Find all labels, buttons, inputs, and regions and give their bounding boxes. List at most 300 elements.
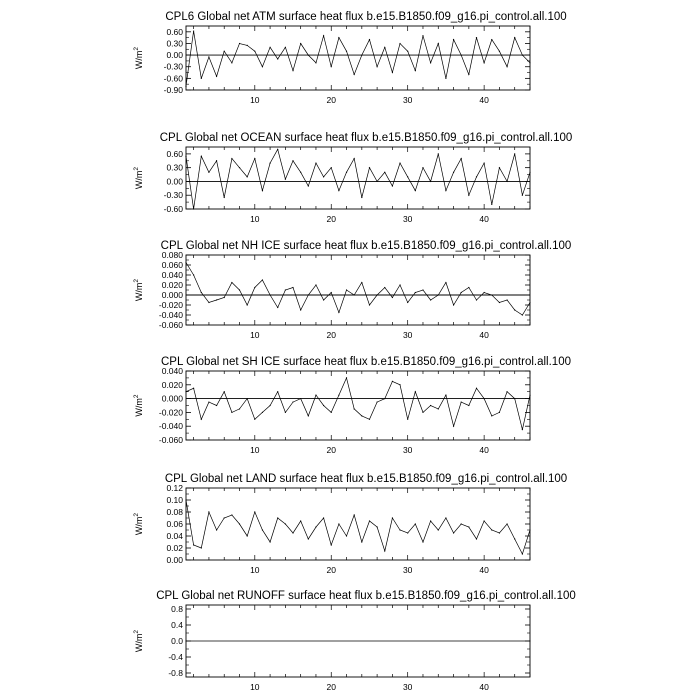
data-point	[354, 294, 355, 295]
data-point	[338, 312, 339, 313]
data-point	[422, 289, 423, 290]
data-point	[277, 391, 278, 392]
data-point	[445, 395, 446, 396]
data-point	[369, 39, 370, 40]
data-point	[354, 514, 355, 515]
data-point	[231, 514, 232, 515]
data-point	[369, 419, 370, 420]
data-point	[216, 529, 217, 530]
data-point	[499, 167, 500, 168]
data-point	[292, 287, 293, 288]
data-point	[514, 398, 515, 399]
data-point	[407, 176, 408, 177]
y-tick-label: 0.040	[161, 366, 183, 376]
data-point	[308, 415, 309, 416]
data-point	[231, 282, 232, 283]
data-point	[354, 408, 355, 409]
y-tick-label: -0.020	[158, 407, 183, 418]
data-point	[208, 172, 209, 173]
y-tick-label: -0.040	[158, 310, 183, 320]
y-axis-label-unit: W/m	[134, 50, 144, 70]
data-point	[308, 538, 309, 539]
data-point	[377, 181, 378, 182]
data-point	[522, 553, 523, 554]
y-axis-label	[133, 513, 144, 536]
data-point	[461, 401, 462, 402]
data-point	[338, 37, 339, 38]
y-axis-label-superscript: 2	[133, 166, 140, 171]
data-point	[407, 51, 408, 52]
data-point	[422, 35, 423, 36]
data-point	[453, 532, 454, 533]
data-point	[269, 405, 270, 406]
y-tick-label: 0.020	[161, 379, 183, 390]
x-tick-label: 30	[402, 95, 413, 105]
data-point	[292, 401, 293, 402]
y-tick-label: 0.00	[166, 555, 183, 565]
series-line	[186, 378, 530, 430]
data-point	[491, 294, 492, 295]
data-point	[231, 412, 232, 413]
chart-panel-5	[133, 473, 567, 575]
data-point	[247, 304, 248, 305]
y-axis-label-unit: W/m	[134, 170, 144, 190]
data-point	[422, 412, 423, 413]
data-point	[208, 56, 209, 57]
data-point	[377, 401, 378, 402]
data-point	[514, 309, 515, 310]
data-point	[499, 412, 500, 413]
y-tick-label: 0.4	[171, 620, 183, 630]
y-axis-label-unit: W/m	[134, 282, 144, 302]
data-point	[315, 526, 316, 527]
data-point	[491, 39, 492, 40]
data-point	[384, 172, 385, 173]
data-point	[308, 294, 309, 295]
data-point	[361, 197, 362, 198]
y-tick-label: 0.06	[166, 519, 183, 529]
data-point	[476, 176, 477, 177]
chart-panel-2	[133, 132, 572, 224]
data-point	[499, 51, 500, 52]
data-point	[224, 197, 225, 198]
data-point	[331, 167, 332, 168]
data-point	[384, 398, 385, 399]
data-point	[438, 294, 439, 295]
data-point	[392, 185, 393, 186]
y-tick-label: -0.060	[158, 435, 183, 445]
data-point	[484, 292, 485, 293]
data-point	[315, 162, 316, 163]
data-point	[262, 412, 263, 413]
data-point	[399, 43, 400, 44]
x-tick-label: 40	[479, 682, 489, 692]
data-point	[399, 529, 400, 530]
data-point	[392, 72, 393, 73]
x-tick-label: 30	[402, 330, 413, 340]
y-tick-label: 0.60	[166, 148, 183, 159]
data-point	[354, 158, 355, 159]
x-tick-label: 20	[326, 330, 336, 340]
y-tick-label: 0.30	[166, 162, 183, 173]
chart-panel-6	[133, 590, 576, 692]
data-point	[430, 405, 431, 406]
x-tick-label: 10	[250, 330, 260, 340]
data-point	[285, 289, 286, 290]
data-point	[269, 162, 270, 163]
y-tick-label: -0.30	[163, 190, 183, 201]
series-line	[186, 31, 530, 86]
data-point	[201, 292, 202, 293]
x-tick-label: 30	[402, 682, 413, 692]
y-axis-label-superscript: 2	[133, 46, 140, 51]
data-point	[308, 185, 309, 186]
data-point	[484, 398, 485, 399]
y-tick-label: 0.060	[161, 260, 183, 270]
data-point	[506, 523, 507, 524]
data-point	[491, 529, 492, 530]
data-point	[300, 309, 301, 310]
data-point	[514, 153, 515, 154]
data-point	[323, 176, 324, 177]
data-point	[445, 517, 446, 518]
y-axis-label-superscript: 2	[133, 629, 140, 634]
y-axis-label-superscript: 2	[133, 394, 140, 399]
data-point	[231, 158, 232, 159]
data-point	[208, 401, 209, 402]
data-point	[354, 74, 355, 75]
data-point	[315, 62, 316, 63]
data-point	[300, 398, 301, 399]
data-point	[269, 294, 270, 295]
y-tick-label: 0.080	[161, 250, 183, 260]
data-point	[461, 54, 462, 55]
data-point	[430, 62, 431, 63]
data-point	[323, 517, 324, 518]
data-point	[346, 51, 347, 52]
data-point	[300, 43, 301, 44]
data-point	[445, 78, 446, 79]
data-point	[247, 535, 248, 536]
y-tick-label: 0.12	[166, 483, 183, 493]
data-point	[254, 419, 255, 420]
y-axis-label-unit: W/m	[134, 633, 144, 653]
chart-title: CPL Global net NH ICE surface heat flux b.e15.B1850.f09_g16.pi_control.all.100	[160, 240, 572, 252]
chart-title: CPL Global net LAND surface heat flux b.e15.B1850.f09_g16.pi_control.all.100	[164, 473, 568, 485]
data-point	[285, 47, 286, 48]
y-tick-label: 0.020	[161, 280, 183, 290]
data-point	[476, 388, 477, 389]
data-point	[415, 523, 416, 524]
data-point	[476, 538, 477, 539]
data-point	[522, 195, 523, 196]
x-tick-label: 30	[402, 214, 413, 224]
data-point	[506, 391, 507, 392]
data-point	[323, 35, 324, 36]
data-point	[384, 287, 385, 288]
data-point	[201, 419, 202, 420]
data-point	[384, 550, 385, 551]
y-tick-label: 0.040	[161, 270, 183, 280]
y-axis-label	[133, 167, 144, 190]
data-point	[415, 190, 416, 191]
y-axis-label-unit: W/m	[134, 516, 144, 536]
y-axis-label	[133, 279, 144, 302]
y-axis-label	[133, 47, 144, 70]
data-point	[514, 538, 515, 539]
x-tick-label: 30	[402, 445, 413, 455]
data-point	[461, 292, 462, 293]
y-tick-label: -0.020	[158, 300, 183, 310]
data-point	[461, 158, 462, 159]
data-point	[453, 39, 454, 40]
y-tick-label: 0.08	[166, 507, 183, 517]
y-tick-label: 0.000	[161, 393, 183, 404]
data-point	[415, 292, 416, 293]
data-point	[292, 70, 293, 71]
data-point	[399, 284, 400, 285]
data-point	[308, 54, 309, 55]
data-point	[277, 307, 278, 308]
data-point	[323, 405, 324, 406]
data-point	[224, 297, 225, 298]
data-point	[300, 520, 301, 521]
data-point	[346, 377, 347, 378]
plot-frame	[186, 371, 530, 440]
data-point	[254, 158, 255, 159]
y-tick-label: -0.90	[163, 85, 183, 95]
y-tick-label: -0.040	[158, 421, 183, 432]
chart-panel-4	[133, 356, 571, 455]
data-point	[208, 302, 209, 303]
data-point	[415, 391, 416, 392]
data-point	[292, 532, 293, 533]
x-tick-label: 10	[250, 445, 260, 455]
data-point	[254, 511, 255, 512]
data-point	[399, 162, 400, 163]
data-point	[216, 405, 217, 406]
data-point	[262, 279, 263, 280]
x-tick-label: 40	[479, 214, 489, 224]
data-point	[377, 66, 378, 67]
data-point	[285, 412, 286, 413]
x-tick-label: 20	[326, 682, 336, 692]
data-point	[392, 297, 393, 298]
y-tick-label: 0.10	[166, 495, 183, 505]
data-point	[453, 304, 454, 305]
data-point	[484, 520, 485, 521]
data-point	[338, 395, 339, 396]
data-point	[262, 66, 263, 67]
data-point	[193, 388, 194, 389]
data-point	[468, 405, 469, 406]
data-point	[407, 302, 408, 303]
data-point	[239, 167, 240, 168]
data-point	[506, 181, 507, 182]
x-tick-label: 40	[479, 330, 489, 340]
data-point	[254, 287, 255, 288]
x-tick-label: 10	[250, 214, 260, 224]
data-point	[193, 274, 194, 275]
data-point	[277, 517, 278, 518]
data-point	[407, 532, 408, 533]
data-point	[208, 511, 209, 512]
data-point	[484, 162, 485, 163]
data-point	[239, 408, 240, 409]
y-tick-label: -0.8	[168, 668, 183, 678]
data-point	[506, 66, 507, 67]
data-point	[445, 282, 446, 283]
data-point	[300, 172, 301, 173]
data-point	[499, 532, 500, 533]
data-point	[231, 62, 232, 63]
data-point	[262, 190, 263, 191]
data-point	[369, 520, 370, 521]
data-point	[506, 299, 507, 300]
data-point	[468, 74, 469, 75]
y-axis-label	[133, 630, 144, 653]
data-point	[285, 523, 286, 524]
data-point	[193, 544, 194, 545]
data-point	[422, 541, 423, 542]
data-point	[331, 412, 332, 413]
data-point	[522, 429, 523, 430]
data-point	[438, 408, 439, 409]
data-point	[468, 287, 469, 288]
data-point	[201, 156, 202, 157]
chart-title: CPL Global net SH ICE surface heat flux b.e15.B1850.f09_g16.pi_control.all.100	[160, 356, 572, 368]
data-point	[338, 190, 339, 191]
plot-frame	[186, 26, 530, 90]
y-tick-label: -0.60	[163, 73, 183, 84]
data-point	[224, 391, 225, 392]
data-point	[346, 289, 347, 290]
data-point	[415, 70, 416, 71]
data-point	[315, 395, 316, 396]
data-point	[193, 30, 194, 31]
data-point	[468, 526, 469, 527]
y-axis-label-superscript: 2	[133, 278, 140, 283]
data-point	[522, 314, 523, 315]
y-tick-label: 0.02	[166, 543, 183, 553]
series-line	[186, 149, 530, 209]
y-tick-label: -0.60	[163, 204, 183, 214]
y-tick-label: -0.4	[168, 652, 183, 662]
data-point	[399, 384, 400, 385]
data-point	[201, 547, 202, 548]
data-point	[438, 43, 439, 44]
data-point	[224, 51, 225, 52]
plot-frame	[186, 255, 530, 325]
data-point	[491, 204, 492, 205]
chart-panel-1	[133, 11, 567, 105]
data-point	[445, 190, 446, 191]
y-axis-label-superscript: 2	[133, 512, 140, 517]
x-tick-label: 40	[479, 445, 489, 455]
y-tick-label: 0.30	[166, 38, 183, 49]
data-point	[269, 47, 270, 48]
data-point	[285, 179, 286, 180]
data-point	[269, 541, 270, 542]
data-point	[346, 172, 347, 173]
data-point	[491, 415, 492, 416]
data-point	[484, 62, 485, 63]
data-point	[514, 37, 515, 38]
chart-title: CPL Global net RUNOFF surface heat flux b.e15.B1850.f09_g16.pi_control.all.100	[156, 590, 576, 602]
x-tick-label: 10	[250, 682, 260, 692]
data-point	[338, 523, 339, 524]
x-tick-label: 40	[479, 95, 489, 105]
data-point	[262, 529, 263, 530]
data-point	[430, 181, 431, 182]
data-point	[331, 66, 332, 67]
data-point	[292, 160, 293, 161]
x-tick-label: 20	[326, 565, 336, 575]
x-tick-label: 10	[250, 95, 260, 105]
data-point	[315, 284, 316, 285]
series-line	[186, 500, 530, 554]
data-point	[361, 282, 362, 283]
x-tick-label: 10	[250, 565, 260, 575]
data-point	[254, 51, 255, 52]
data-point	[384, 47, 385, 48]
data-point	[361, 541, 362, 542]
data-point	[239, 523, 240, 524]
data-point	[247, 45, 248, 46]
y-tick-label: -0.30	[163, 61, 183, 72]
data-point	[201, 78, 202, 79]
data-point	[361, 54, 362, 55]
data-point	[438, 153, 439, 154]
data-point	[369, 304, 370, 305]
data-point	[369, 167, 370, 168]
data-point	[438, 529, 439, 530]
chart-panel-3	[133, 240, 571, 340]
x-tick-label: 40	[479, 565, 489, 575]
x-tick-label: 20	[326, 445, 336, 455]
data-point	[239, 43, 240, 44]
data-point	[476, 37, 477, 38]
data-point	[377, 526, 378, 527]
y-tick-label: 0.000	[161, 290, 183, 300]
data-point	[239, 289, 240, 290]
data-point	[331, 544, 332, 545]
x-tick-label: 30	[402, 565, 413, 575]
data-point	[430, 299, 431, 300]
data-point	[216, 160, 217, 161]
data-point	[468, 195, 469, 196]
data-point	[331, 292, 332, 293]
data-point	[476, 299, 477, 300]
data-point	[499, 302, 500, 303]
y-tick-label: 0.00	[166, 50, 183, 61]
y-tick-label: 0.04	[166, 531, 183, 541]
data-point	[392, 381, 393, 382]
y-tick-label: 0.0	[171, 636, 183, 646]
y-tick-label: 0.60	[166, 26, 183, 37]
data-point	[247, 398, 248, 399]
series-line	[186, 263, 530, 316]
data-point	[323, 299, 324, 300]
data-point	[346, 535, 347, 536]
y-axis-label-unit: W/m	[134, 398, 144, 417]
data-point	[216, 299, 217, 300]
data-point	[453, 172, 454, 173]
plot-frame	[186, 488, 530, 560]
data-point	[247, 176, 248, 177]
data-point	[277, 149, 278, 150]
data-point	[522, 54, 523, 55]
